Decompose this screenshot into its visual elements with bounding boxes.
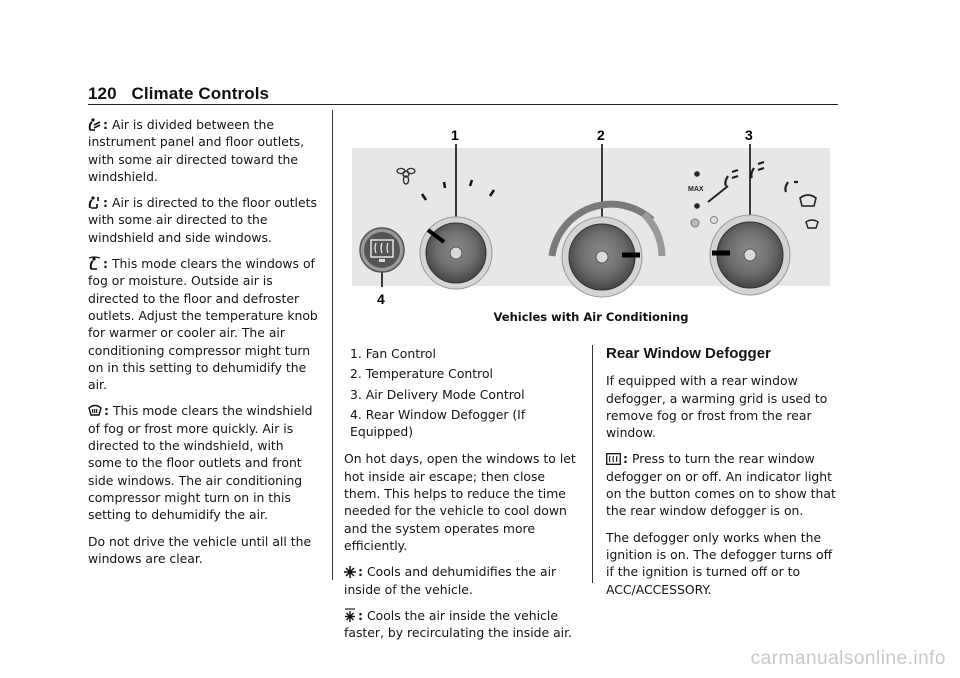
list-item: 1. Fan Control xyxy=(350,346,436,361)
svg-text:MAX: MAX xyxy=(688,186,704,193)
svg-text:3: 3 xyxy=(745,127,753,143)
column-divider-2 xyxy=(592,345,593,583)
figure-caption: Vehicles with Air Conditioning xyxy=(493,310,689,324)
control-panel-drawing xyxy=(344,122,838,324)
control-list xyxy=(344,345,576,440)
defogger-intro-paragraph: If equipped with a rear window defogger, a warming grid is used to remove fog or frost from the rear window. xyxy=(606,373,828,441)
column-divider-1 xyxy=(332,110,333,580)
column-3 xyxy=(606,345,838,607)
watermark: carmanualsonline.info xyxy=(750,648,946,669)
page-header xyxy=(88,84,269,104)
rear-defogger-icon xyxy=(606,453,621,465)
do-not-drive-paragraph: Do not drive the vehicle until all the windows are clear. xyxy=(88,533,312,566)
defog-paragraph: : This mode clears the windows of fog or moisture. Outside air is directed to the floor and defroster outlets. Adjust the temperature knob for warmer or cooler air. The air conditioning compressor might turn on in this setting to dehumidify the air. xyxy=(88,256,318,393)
list-item: 3. Air Delivery Mode Control xyxy=(350,386,525,402)
rear-defogger-button xyxy=(360,228,404,272)
column-1 xyxy=(88,116,320,576)
column-2 xyxy=(344,345,576,650)
fan-control-knob xyxy=(420,217,492,289)
defrost-paragraph: : This mode clears the windshield of fog or frost more quickly. Air is directed to the windshield, with some to the floor outlets and front side windows. The air conditioning compressor might turn on in this setting to dehumidify the air. xyxy=(88,403,313,523)
defog-mode-icon xyxy=(88,256,101,270)
max-ac-paragraph: : Cools the air inside the vehicle faster, by recirculating the inside air. xyxy=(344,607,573,641)
climate-control-figure xyxy=(344,122,838,324)
rear-defogger-heading: Rear Window Defogger xyxy=(606,345,771,362)
air-delivery-mode-knob xyxy=(710,215,790,295)
max-ac-icon xyxy=(344,608,356,622)
hot-days-paragraph: On hot days, open the windows to let hot inside air escape; then close them. This helps to reduce the time needed for the vehicle to cool down and the system operates more efficiently. xyxy=(344,451,576,553)
section-title: Climate Controls xyxy=(131,84,270,103)
floor-mode-paragraph: : Air is directed to the floor outlets with some air directed to the windshield and side windows. xyxy=(88,195,317,245)
bi-level-mode-icon xyxy=(88,117,101,131)
fan-icon xyxy=(397,168,415,184)
list-item: 4. Rear Window Defogger (If Equipped) xyxy=(350,406,526,440)
ignition-paragraph: The defogger only works when the ignition is on. The defogger turns off if the ignition is turned off or to ACC/ACCESSORY. xyxy=(606,529,833,597)
page-number: 120 xyxy=(88,84,117,103)
ac-paragraph: : Cools and dehumidifies the air inside of the vehicle. xyxy=(344,564,557,597)
ac-snowflake-icon xyxy=(344,566,356,578)
svg-text:1: 1 xyxy=(451,127,459,143)
defrost-mode-icon xyxy=(88,404,102,417)
header-rule xyxy=(88,104,838,105)
bi-level-paragraph: : Air is divided between the instrument panel and floor outlets, with some air directed toward the windshield. xyxy=(88,117,305,184)
defogger-button-paragraph: : Press to turn the rear window defogger on or off. An indicator light on the button comes on to show that the rear window defogger is on. xyxy=(606,451,836,519)
svg-text:4: 4 xyxy=(377,291,385,307)
floor-mode-icon xyxy=(88,195,101,209)
temperature-control-knob xyxy=(562,217,642,297)
list-item: 2. Temperature Control xyxy=(350,366,493,382)
svg-text:2: 2 xyxy=(597,127,605,143)
